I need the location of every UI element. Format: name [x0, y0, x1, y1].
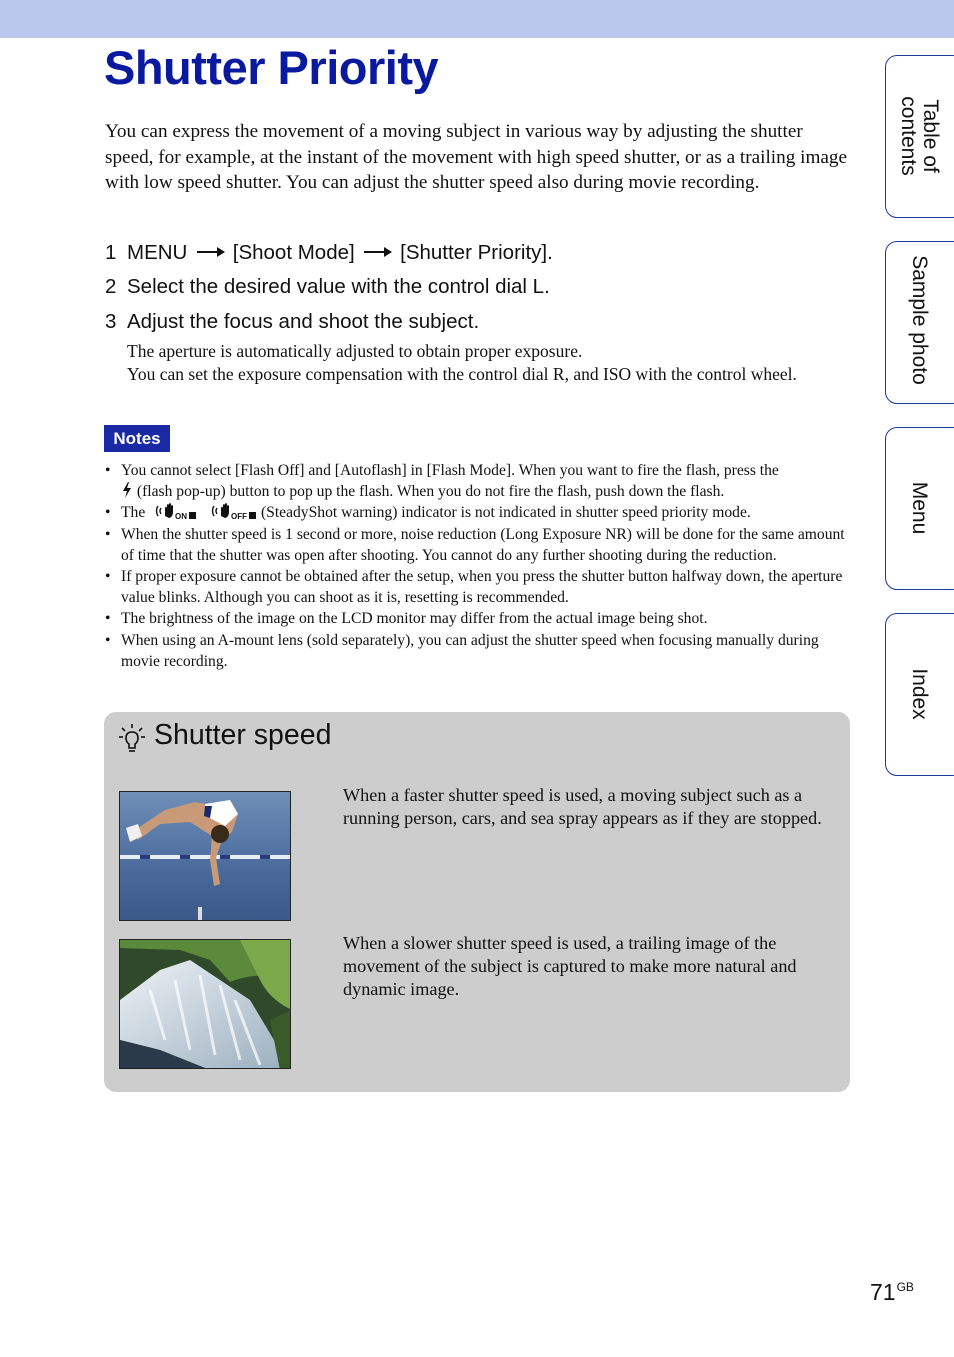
- tab-table-of-contents-label: Table of contents: [897, 96, 942, 176]
- intro-paragraph: You can express the movement of a moving subject in various way by adjusting the shutter speed, for example, at the instant of the movement with high speed shutter, or as a trailing image with low speed shutter. You can adjust the shutter speed also during movie recording.: [105, 121, 848, 193]
- step-number: 2: [105, 275, 117, 298]
- top-header-bar: [0, 0, 954, 38]
- arrow-right-icon: [197, 251, 223, 253]
- lightbulb-icon: [118, 724, 146, 754]
- flash-popup-icon: [121, 482, 133, 498]
- note-item: • When the shutter speed is 1 second or more, noise reduction (Long Exposure NR) will be done for the same amount of time that the shutter was open after shooting. You cannot do any further shooting during the reduction.: [105, 524, 850, 566]
- steadyshot-off-icon: [211, 502, 257, 520]
- tab-sample-photo-label: Sample photo: [908, 255, 931, 385]
- fast-shutter-text: When a faster shutter speed is used, a moving subject such as a running person, cars, and sea spray appears as if they are stopped.: [343, 785, 822, 828]
- high-jump-photo: [119, 791, 291, 921]
- step-text: Adjust the focus and shoot the subject.: [127, 310, 480, 333]
- step-number: 3: [105, 310, 117, 333]
- step-1: [105, 241, 553, 265]
- step-3: [105, 310, 479, 334]
- page-title: Shutter Priority: [104, 41, 439, 94]
- step-shoot-mode-label: [Shoot Mode]: [232, 241, 355, 264]
- step-3-details: [127, 340, 842, 386]
- note-item: • The brightness of the image on the LCD monitor may differ from the actual image being shot.: [105, 608, 850, 629]
- notes-badge: Notes: [104, 425, 170, 452]
- page-number: $71^{GB}$: [870, 1279, 914, 1305]
- step-detail-line: You can set the exposure compensation with the control dial R, and ISO with the control wheel.: [127, 364, 797, 384]
- note-item: • When using an A-mount lens (sold separately), you can adjust the shutter speed when focusing manually during movie recording.: [105, 630, 850, 672]
- tab-menu-label: Menu: [908, 481, 931, 535]
- page-suffix: GB: [896, 1280, 914, 1294]
- svg-text:ON: ON: [175, 512, 188, 521]
- step-number: 1: [105, 241, 117, 264]
- note-item: • If proper exposure cannot be obtained after the setup, when you press the shutter button halfway down, the aperture value blinks. Although you can shoot as it is, resetting is recommended.: [105, 566, 850, 608]
- step-detail-line: The aperture is automatically adjusted to obtain proper exposure.: [127, 341, 583, 361]
- note-item: • You cannot select [Flash Off] and [Autoflash] in [Flash Mode]. When you want to fire the flash, press the (flash pop-up) button to pop up the flash. When you do not fire the flash, push down the flash.: [105, 460, 850, 502]
- note-item: • The ON OFF (SteadyShot warning) indicator is not indicated in shutter speed priority mode.: [105, 502, 850, 523]
- tab-index-label: Index: [908, 668, 931, 720]
- steadyshot-on-icon: [155, 502, 201, 520]
- notes-list: [105, 460, 850, 672]
- step-menu-label: MENU: [127, 241, 188, 264]
- svg-text:OFF: OFF: [231, 512, 248, 521]
- waterfall-photo: [119, 939, 291, 1069]
- tip-title: Shutter speed: [154, 719, 332, 751]
- step-shutter-priority-label: [Shutter Priority].: [400, 241, 553, 264]
- arrow-right-icon: [364, 251, 390, 253]
- step-text: Select the desired value with the control dial L.: [127, 275, 550, 298]
- slow-shutter-text: When a slower shutter speed is used, a trailing image of the movement of the subject is captured to make more natural and dynamic image.: [343, 933, 797, 999]
- step-2: [105, 275, 550, 299]
